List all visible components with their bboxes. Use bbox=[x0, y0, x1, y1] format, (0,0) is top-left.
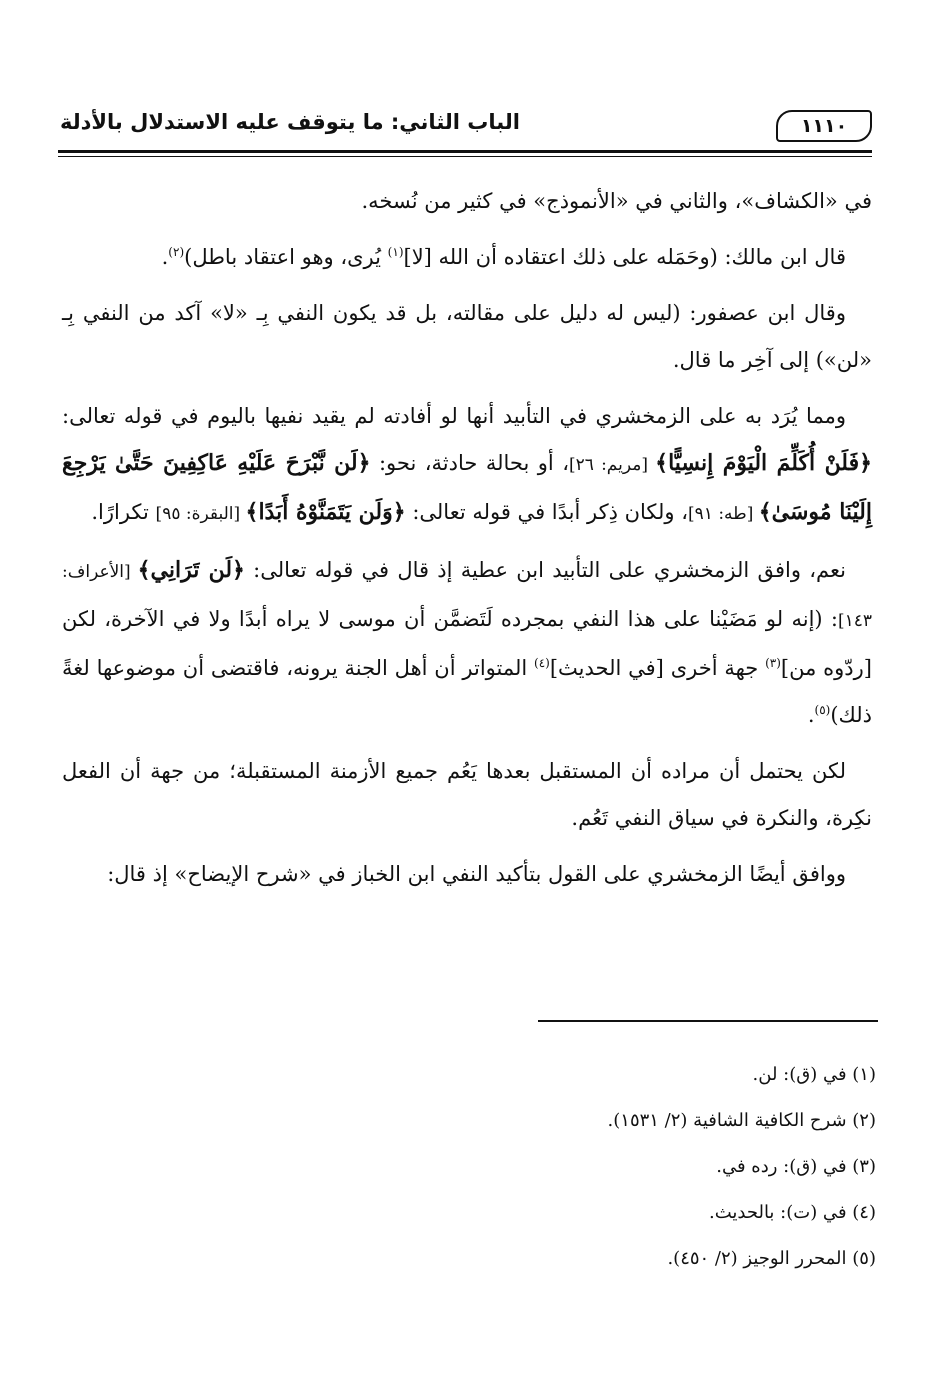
header-rule-thin bbox=[58, 156, 872, 157]
paragraph-1: في «الكشاف»، والثاني في «الأنموذج» في كثير من نُسخه. bbox=[361, 189, 872, 213]
paragraph-2-text-a: قال ابن مالك: (وحَمَله على ذلك اعتقاده أن الله [لا] bbox=[403, 245, 846, 269]
running-title: الباب الثاني: ما يتوقف عليه الاستدلال بالأدلة bbox=[60, 110, 520, 134]
paragraph-4-text-c: ، ولكان ذِكر أبدًا في قوله تعالى: bbox=[405, 500, 689, 524]
quran-verse-maryam: ﴿فَلَنْ أُكَلِّمَ الْيَوْمَ إِنسِيًّا﴾ bbox=[655, 450, 873, 476]
main-text bbox=[62, 178, 872, 907]
paragraph-4-text-d: تكرارًا. bbox=[91, 500, 156, 524]
footnote-4: (٤) في (ت): بالحديث. bbox=[708, 1202, 876, 1223]
paragraph-5-text-a: نعم، وافق الزمخشري على التأبيد ابن عطية إذ قال في قوله تعالى: bbox=[244, 558, 846, 582]
footnotes bbox=[62, 1052, 876, 1282]
page-number: ١١١٠ bbox=[776, 110, 872, 142]
verse-ref-maryam: [مريم: ٢٦] bbox=[568, 455, 656, 475]
paragraph-3: وقال ابن عصفور: (ليس له دليل على مقالته، بل قد يكون النفي بِـ «لا» آكد من النفي بِـ «لن») إلى آخِر ما قال. bbox=[62, 301, 872, 372]
paragraph-4 bbox=[62, 393, 872, 538]
paragraph-6: لكن يحتمل أن مراده أن المستقبل بعدها يَعُم جميع الأزمنة المستقبلة؛ من جهة أن الفعل نكِرة، والنكرة في سياق النفي تَعُم. bbox=[62, 759, 872, 830]
paragraph-5 bbox=[62, 547, 872, 739]
footnote-ref-4: (٤) bbox=[534, 656, 550, 670]
footnote-ref-2: (٢) bbox=[168, 245, 185, 259]
quran-verse-araf: ﴿لَن تَرَانِي﴾ bbox=[137, 557, 245, 583]
paragraph-5-text-d: المتواتر أن أهل الجنة يرونه، فاقتضى أن موضوعها لغةً ذلك) bbox=[62, 656, 872, 727]
footnote-3: (٣) في (ق): رده في. bbox=[716, 1156, 876, 1177]
header-rule-thick bbox=[58, 150, 872, 153]
footnote-1: (١) في (ق): لن. bbox=[752, 1064, 876, 1085]
paragraph-2 bbox=[62, 234, 872, 281]
paragraph-4-text-a: ومما يُرَد به على الزمخشري في التأبيد أنها لو أفادته لم يقيد نفيها باليوم في قوله تعالى: bbox=[62, 404, 846, 428]
paragraph-4-text-b: ، أو بحالة حادثة، نحو: bbox=[370, 451, 569, 475]
paragraph-5-text-b: : (إنه لو مَضَيْنا على هذا النفي بمجرده لَتَضمَّن أن موسى لا يراه أبدًا ولا في الآخرة، لكن [ردّوه من] bbox=[62, 607, 872, 680]
quran-verse-taha: ﴿لَن نَّبْرَحَ عَلَيْهِ عَاكِفِينَ حَتَّىٰ يَرْجِعَ إِلَيْنَا مُوسَىٰ﴾ bbox=[62, 450, 872, 525]
verse-ref-taha: [طه: ٩١] bbox=[688, 504, 759, 524]
paragraph-5-text-e: . bbox=[807, 703, 815, 727]
paragraph-2-text-c: . bbox=[161, 245, 169, 269]
verse-ref-araf: [الأعراف: ١٤٣] bbox=[62, 562, 872, 631]
paragraph-5-text-c: جهة أخرى [في الحديث] bbox=[549, 656, 766, 680]
paragraph-7: ووافق أيضًا الزمخشري على القول بتأكيد النفي ابن الخباز في «شرح الإيضاح» إذ قال: bbox=[107, 862, 846, 886]
quran-verse-baqara: ﴿وَلَن يَتَمَنَّوْهُ أَبَدًا﴾ bbox=[245, 499, 406, 525]
footnote-5: (٥) المحرر الوجيز (٢/ ٤٥٠). bbox=[667, 1248, 876, 1269]
verse-ref-baqara: [البقرة: ٩٥] bbox=[155, 504, 246, 524]
page-header bbox=[60, 104, 872, 148]
paragraph-2-text-b: يُرى، وهو اعتقاد باطل) bbox=[184, 245, 388, 269]
footnote-ref-1: (١) bbox=[387, 245, 404, 259]
footnote-ref-5: (٥) bbox=[814, 703, 831, 717]
footnote-separator bbox=[538, 1020, 878, 1022]
footnote-2: (٢) شرح الكافية الشافية (٢/ ١٥٣١). bbox=[607, 1110, 876, 1131]
footnote-ref-3: (٣) bbox=[765, 656, 781, 670]
